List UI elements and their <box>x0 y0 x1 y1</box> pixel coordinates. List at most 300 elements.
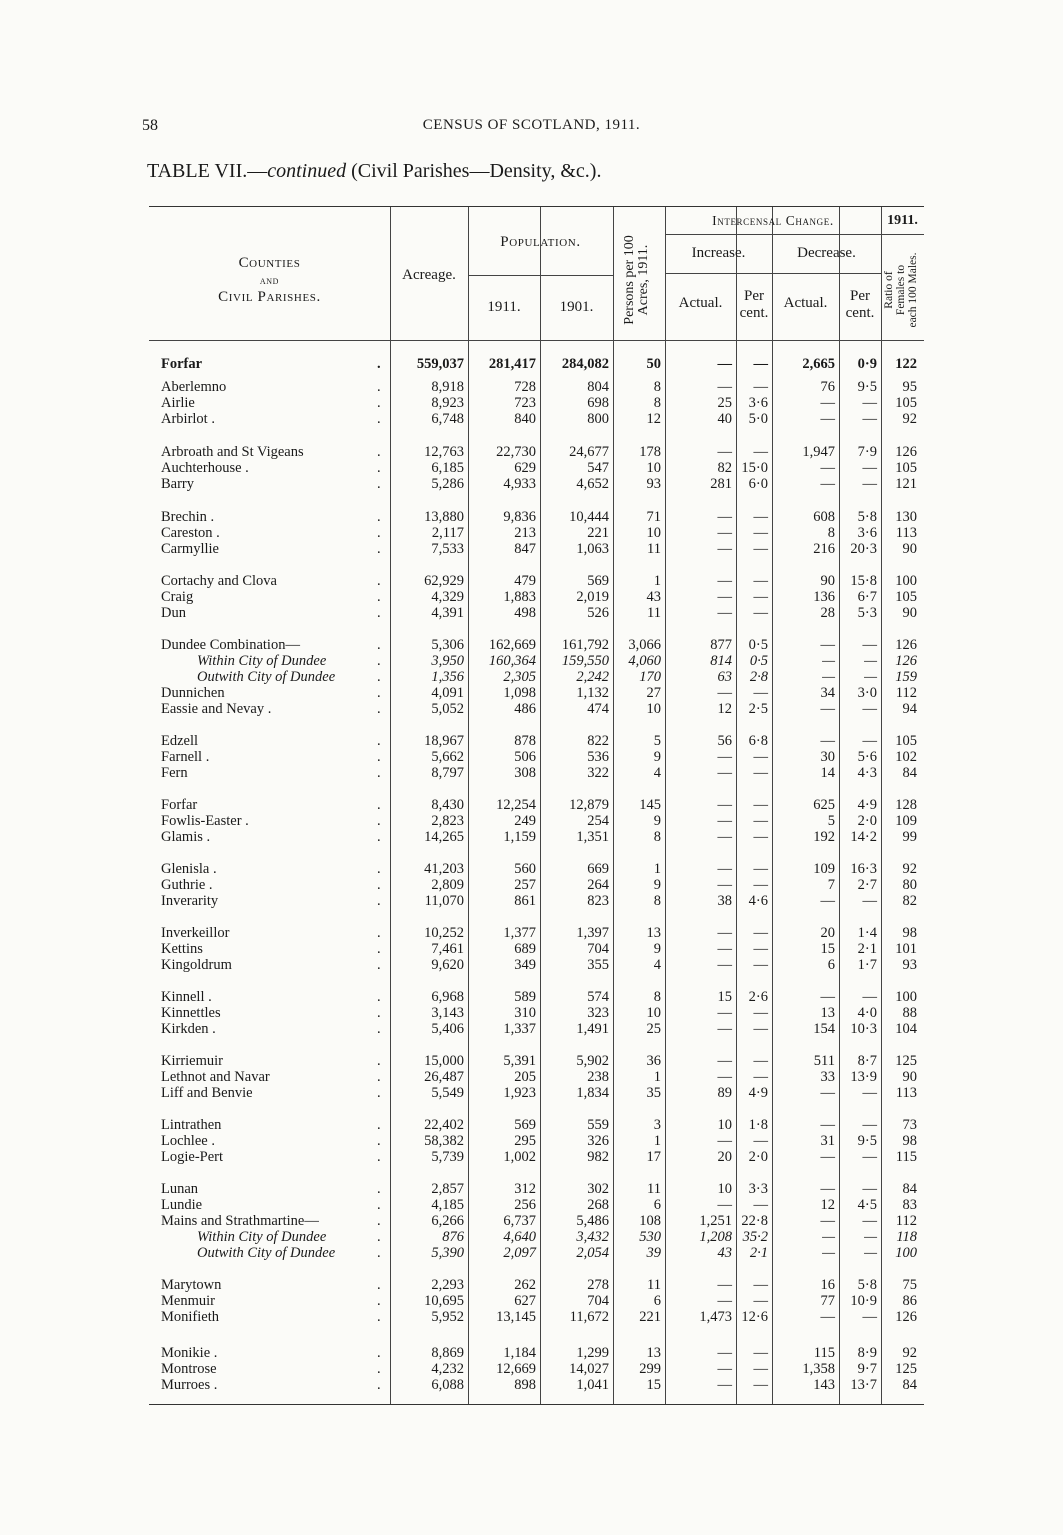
cell-acreage: 876 <box>442 1229 464 1245</box>
cell-persons: 9 <box>653 941 661 957</box>
cell-ratio: 105 <box>895 395 917 411</box>
cell-inc-pct: 15·0 <box>741 460 768 476</box>
cell-dec-pct: 4·3 <box>857 765 877 781</box>
cell-dec-actual: 7 <box>827 877 835 893</box>
cell-p1901: 14,027 <box>569 1361 609 1377</box>
parish-name: Auchterhouse . <box>161 460 249 476</box>
cell-inc-actual: 89 <box>717 1085 732 1101</box>
cell-acreage: 6,088 <box>431 1377 464 1393</box>
parish-name: Barry <box>161 476 195 492</box>
cell-dec-actual: 16 <box>820 1277 835 1293</box>
cell-acreage: 22,402 <box>424 1117 464 1133</box>
parish-name: Kinnettles <box>161 1005 221 1021</box>
parish-name: Forfar <box>161 356 203 372</box>
cell-acreage: 5,306 <box>431 637 464 653</box>
cell-persons: 27 <box>646 685 661 701</box>
parish-name: Forfar <box>161 797 198 813</box>
header-ratio-females: Ratio of Females to each 100 Males. <box>883 252 919 328</box>
cell-p1901: 2,242 <box>576 669 609 685</box>
cell-ratio: 92 <box>902 1345 917 1361</box>
cell-dec-pct: — <box>864 669 877 685</box>
cell-ratio: 99 <box>902 829 917 845</box>
parish-name: Dundee Combination— <box>161 637 300 653</box>
cell-p1901: 1,063 <box>576 541 609 557</box>
cell-inc-pct: 22·8 <box>741 1213 768 1229</box>
cell-dec-pct: 1·7 <box>857 957 877 973</box>
cell-inc-pct: — <box>753 1005 768 1021</box>
cell-inc-actual: 10 <box>717 1117 732 1133</box>
cell-dec-actual: 5 <box>827 813 835 829</box>
cell-p1901: 526 <box>587 605 609 621</box>
cell-acreage: 2,857 <box>431 1181 464 1197</box>
cell-p1911: 1,883 <box>503 589 536 605</box>
cell-persons: 71 <box>646 509 661 525</box>
cell-p1911: 13,145 <box>496 1309 536 1325</box>
cell-acreage: 4,185 <box>431 1197 464 1213</box>
parish-name: Menmuir <box>161 1293 215 1309</box>
table-row: Carmyllie . 7,533 847 1,063 11 — — 216 20·3 90 <box>161 541 917 557</box>
cell-p1911: 1,002 <box>503 1149 536 1165</box>
cell-acreage: 5,662 <box>431 749 464 765</box>
table-row: Forfar . 8,430 12,254 12,879 145 — — 625 4·9 128 <box>161 797 917 813</box>
cell-inc-actual: — <box>717 1197 732 1213</box>
cell-dec-pct: — <box>862 1309 877 1325</box>
cell-inc-pct: — <box>753 589 768 605</box>
cell-p1901: 11,672 <box>569 1309 609 1325</box>
cell-p1911: 2,305 <box>503 669 536 685</box>
cell-persons: 13 <box>646 925 661 941</box>
cell-persons: 9 <box>653 813 661 829</box>
cell-dec-pct: 13·9 <box>850 1069 877 1085</box>
parish-name: Outwith City of Dundee <box>197 669 336 685</box>
cell-p1911: 569 <box>514 1117 536 1133</box>
cell-p1901: 569 <box>587 573 609 589</box>
cell-dec-pct: — <box>862 1117 877 1133</box>
cell-persons: 1 <box>653 861 661 877</box>
cell-persons: 8 <box>653 893 661 909</box>
cell-dec-actual: — <box>820 460 835 476</box>
parish-name: Inverarity <box>161 893 219 909</box>
cell-inc-pct: — <box>753 925 768 941</box>
cell-p1911: 498 <box>514 605 536 621</box>
cell-inc-pct: — <box>753 1345 768 1361</box>
cell-persons: 9 <box>653 749 661 765</box>
cell-persons: 10 <box>646 701 661 717</box>
cell-inc-pct: — <box>753 941 768 957</box>
cell-acreage: 7,461 <box>431 941 464 957</box>
cell-inc-pct: — <box>753 379 768 395</box>
cell-ratio: 90 <box>902 605 917 621</box>
cell-p1901: 159,550 <box>561 653 609 669</box>
table-row: Glenisla . . 41,203 560 669 1 — — 109 16·3 92 <box>161 861 917 877</box>
cell-p1901: 5,902 <box>576 1053 609 1069</box>
cell-acreage: 9,620 <box>431 957 464 973</box>
parish-name: Careston . <box>161 525 220 541</box>
table-row: Arbroath and St Vigeans . 12,763 22,730 24,677 178 — — 1,947 7·9 126 <box>161 444 917 460</box>
cell-inc-pct: 3·6 <box>748 395 768 411</box>
cell-dec-actual: 15 <box>820 941 835 957</box>
cell-persons: 15 <box>646 1377 661 1393</box>
cell-ratio: 112 <box>895 1213 917 1229</box>
cell-inc-actual: — <box>717 765 732 781</box>
header-pop-1901: 1901. <box>559 299 594 315</box>
title-suffix: (Civil Parishes—Density, &c.). <box>346 160 602 182</box>
parish-name: Monifieth <box>161 1309 219 1325</box>
cell-dec-actual: — <box>820 733 835 749</box>
header-acreage: Acreage. <box>402 267 456 283</box>
cell-dec-actual: 90 <box>820 573 835 589</box>
cell-p1901: 704 <box>587 941 609 957</box>
cell-dec-actual: — <box>820 476 835 492</box>
cell-inc-pct: — <box>753 1021 768 1037</box>
cell-ratio: 105 <box>895 733 917 749</box>
cell-p1901: 1,041 <box>576 1377 609 1393</box>
table-row: Outwith City of Dundee . 5,390 2,097 2,054 39 43 2·1 — — 100 <box>197 1245 917 1261</box>
cell-acreage: 10,695 <box>424 1293 464 1309</box>
cell-dec-actual: 34 <box>820 685 835 701</box>
parish-name: Craig <box>161 589 194 605</box>
cell-p1901: 1,397 <box>576 925 609 941</box>
cell-dec-actual: — <box>820 893 835 909</box>
table-row: Kettins . 7,461 689 704 9 — — 15 2·1 101 <box>161 941 917 957</box>
parish-name: Kettins <box>161 941 203 957</box>
cell-acreage: 12,763 <box>424 444 464 460</box>
cell-p1911: 1,923 <box>503 1085 536 1101</box>
cell-acreage: 26,487 <box>424 1069 464 1085</box>
cell-inc-actual: 877 <box>710 637 732 653</box>
cell-acreage: 5,549 <box>431 1085 464 1101</box>
cell-p1901: 536 <box>587 749 609 765</box>
parish-name: Inverkeillor <box>161 925 230 941</box>
cell-acreage: 559,037 <box>416 356 464 372</box>
table-row: Craig . 4,329 1,883 2,019 43 — — 136 6·7 105 <box>161 589 917 605</box>
header-increase-actual: Actual. <box>678 295 723 311</box>
parish-name: Logie-Pert <box>161 1149 224 1165</box>
cell-acreage: 18,967 <box>424 733 464 749</box>
table-row: Mains and Strathmartine— . 6,266 6,737 5,486 108 1,251 22·8 — — 112 <box>161 1213 917 1229</box>
cell-p1901: 804 <box>587 379 609 395</box>
cell-inc-actual: — <box>717 749 732 765</box>
cell-p1911: 1,184 <box>503 1345 536 1361</box>
cell-acreage: 5,406 <box>431 1021 464 1037</box>
cell-persons: 13 <box>646 1345 661 1361</box>
cell-dec-pct: 5·8 <box>857 1277 877 1293</box>
table-title <box>147 160 601 183</box>
page-number: 58 <box>142 117 158 134</box>
cell-inc-actual: — <box>717 1053 732 1069</box>
cell-p1901: 2,054 <box>576 1245 609 1261</box>
parish-name: Lethnot and Navar <box>161 1069 270 1085</box>
parish-name: Lintrathen <box>161 1117 222 1133</box>
cell-dec-pct: 5·3 <box>857 605 877 621</box>
cell-inc-pct: — <box>753 1377 768 1393</box>
cell-inc-pct: 0·5 <box>748 637 768 653</box>
cell-dec-actual: 625 <box>813 797 835 813</box>
cell-ratio: 125 <box>895 1053 917 1069</box>
parish-name: Within City of Dundee <box>197 653 327 669</box>
cell-p1901: 3,432 <box>576 1229 609 1245</box>
cell-dec-actual: 31 <box>820 1133 835 1149</box>
cell-dec-pct: 15·8 <box>850 573 877 589</box>
cell-p1911: 257 <box>514 877 536 893</box>
cell-dec-actual: 77 <box>820 1293 835 1309</box>
cell-p1901: 1,299 <box>576 1345 609 1361</box>
cell-dec-actual: 20 <box>820 925 835 941</box>
cell-p1911: 213 <box>514 525 536 541</box>
cell-p1901: 574 <box>587 989 609 1005</box>
table-row: Forfar . 559,037 281,417 284,082 50 — — 2,665 0·9 122 <box>161 356 917 372</box>
cell-dec-actual: — <box>820 1213 835 1229</box>
cell-inc-pct: — <box>753 1293 768 1309</box>
cell-dec-pct: — <box>862 701 877 717</box>
cell-dec-pct: 5·6 <box>857 749 877 765</box>
running-head: CENSUS OF SCOTLAND, 1911. <box>422 117 641 133</box>
cell-dec-actual: 13 <box>820 1005 835 1021</box>
cell-acreage: 2,293 <box>431 1277 464 1293</box>
table-row: Kirkden . . 5,406 1,337 1,491 25 — — 154 10·3 104 <box>161 1021 917 1037</box>
cell-inc-pct: — <box>753 957 768 973</box>
cell-acreage: 11,070 <box>424 893 464 909</box>
cell-persons: 93 <box>646 476 661 492</box>
cell-inc-actual: 56 <box>717 733 732 749</box>
cell-acreage: 6,748 <box>431 411 464 427</box>
parish-name: Monikie . <box>161 1345 218 1361</box>
table-row: Montrose . 4,232 12,669 14,027 299 — — 1,358 9·7 125 <box>161 1361 917 1377</box>
cell-p1911: 295 <box>514 1133 536 1149</box>
cell-p1911: 5,391 <box>503 1053 536 1069</box>
cell-inc-actual: — <box>717 356 732 372</box>
cell-persons: 145 <box>639 797 661 813</box>
cell-ratio: 118 <box>896 1229 917 1245</box>
census-table <box>149 206 924 1405</box>
parish-name: Lunan <box>161 1181 199 1197</box>
cell-dec-pct: — <box>864 653 877 669</box>
cell-p1911: 6,737 <box>503 1213 536 1229</box>
cell-dec-actual: 109 <box>813 861 835 877</box>
cell-p1901: 1,491 <box>576 1021 609 1037</box>
header-persons-per-100-acres: Persons per 100 Acres, 1911. <box>622 235 651 325</box>
table-row: Auchterhouse . . 6,185 629 547 10 82 15·0 — — 105 <box>161 460 917 476</box>
cell-inc-pct: — <box>753 749 768 765</box>
cell-dec-actual: — <box>822 1245 835 1261</box>
parish-name: Lochlee . <box>161 1133 215 1149</box>
cell-inc-actual: — <box>717 1377 732 1393</box>
cell-persons: 11 <box>647 1277 661 1293</box>
cell-inc-actual: — <box>717 797 732 813</box>
table-row: Fern . 8,797 308 322 4 — — 14 4·3 84 <box>161 765 917 781</box>
cell-p1911: 1,377 <box>503 925 536 941</box>
cell-inc-actual: — <box>717 1293 732 1309</box>
cell-inc-actual: 40 <box>717 411 732 427</box>
cell-p1911: 479 <box>514 573 536 589</box>
cell-inc-pct: 2·0 <box>748 1149 768 1165</box>
cell-ratio: 90 <box>902 1069 917 1085</box>
parish-name: Guthrie . <box>161 877 213 893</box>
cell-ratio: 80 <box>902 877 917 893</box>
cell-p1911: 840 <box>514 411 536 427</box>
cell-p1901: 698 <box>587 395 609 411</box>
parish-name: Kinnell . <box>161 989 212 1005</box>
cell-inc-pct: 1·8 <box>748 1117 768 1133</box>
parish-name: Arbirlot . <box>161 411 215 427</box>
cell-ratio: 100 <box>895 1245 917 1261</box>
cell-persons: 4 <box>653 957 661 973</box>
cell-inc-actual: 10 <box>717 1181 732 1197</box>
cell-dec-actual: — <box>820 1181 835 1197</box>
cell-p1911: 308 <box>514 765 536 781</box>
cell-p1901: 669 <box>587 861 609 877</box>
table-row: Within City of Dundee . 876 4,640 3,432 530 1,208 35·2 — — 118 <box>197 1229 917 1245</box>
cell-ratio: 83 <box>902 1197 917 1213</box>
cell-p1901: 221 <box>587 525 609 541</box>
cell-acreage: 8,430 <box>431 797 464 813</box>
cell-persons: 8 <box>653 829 661 845</box>
cell-dec-pct: 2·1 <box>857 941 877 957</box>
cell-dec-pct: 3·0 <box>857 685 877 701</box>
cell-persons: 50 <box>646 356 661 372</box>
cell-persons: 299 <box>639 1361 661 1377</box>
cell-p1901: 823 <box>587 893 609 909</box>
cell-p1901: 238 <box>587 1069 609 1085</box>
cell-inc-actual: 1,251 <box>699 1213 732 1229</box>
table-row: Liff and Benvie . 5,549 1,923 1,834 35 89 4·9 — — 113 <box>161 1085 917 1101</box>
table-row: Kinnell . . 6,968 589 574 8 15 2·6 — — 100 <box>161 989 917 1005</box>
cell-ratio: 112 <box>895 685 917 701</box>
cell-inc-actual: 63 <box>717 669 732 685</box>
cell-ratio: 101 <box>895 941 917 957</box>
cell-p1901: 704 <box>587 1293 609 1309</box>
cell-persons: 43 <box>646 589 661 605</box>
header-increase: Increase. <box>691 245 746 261</box>
cell-acreage: 4,091 <box>431 685 464 701</box>
cell-persons: 8 <box>653 395 661 411</box>
cell-inc-pct: — <box>753 1053 768 1069</box>
cell-p1901: 302 <box>587 1181 609 1197</box>
cell-dec-actual: — <box>820 411 835 427</box>
cell-ratio: 84 <box>902 765 917 781</box>
cell-inc-actual: — <box>717 1021 732 1037</box>
cell-dec-pct: — <box>862 1149 877 1165</box>
cell-dec-pct: 0·9 <box>857 356 877 372</box>
cell-acreage: 2,117 <box>431 525 464 541</box>
table-row: Airlie . 8,923 723 698 8 25 3·6 — — 105 <box>161 395 917 411</box>
cell-p1911: 12,254 <box>496 797 536 813</box>
parish-name: Aberlemno <box>161 379 227 395</box>
table-row: Glamis . . 14,265 1,159 1,351 8 — — 192 14·2 99 <box>161 829 917 845</box>
cell-ratio: 126 <box>895 1309 917 1325</box>
cell-ratio: 95 <box>902 379 917 395</box>
cell-ratio: 126 <box>895 653 917 669</box>
cell-dec-actual: 1,947 <box>802 444 835 460</box>
cell-ratio: 159 <box>895 669 917 685</box>
cell-dec-pct: — <box>862 460 877 476</box>
cell-inc-pct: — <box>753 797 768 813</box>
cell-inc-pct: 35·2 <box>742 1229 768 1245</box>
cell-acreage: 41,203 <box>424 861 464 877</box>
cell-p1901: 822 <box>587 733 609 749</box>
cell-ratio: 128 <box>895 797 917 813</box>
cell-p1911: 160,364 <box>488 653 536 669</box>
cell-inc-actual: — <box>717 509 732 525</box>
cell-inc-actual: — <box>717 444 732 460</box>
parish-name: Marytown <box>161 1277 222 1293</box>
cell-inc-actual: 20 <box>717 1149 732 1165</box>
cell-p1901: 1,834 <box>576 1085 609 1101</box>
cell-acreage: 4,329 <box>431 589 464 605</box>
cell-dec-pct: — <box>864 1229 877 1245</box>
cell-dec-pct: 4·0 <box>857 1005 877 1021</box>
parish-name: Carmyllie <box>161 541 219 557</box>
cell-p1911: 22,730 <box>496 444 536 460</box>
cell-dec-pct: — <box>862 637 877 653</box>
cell-p1901: 1,351 <box>576 829 609 845</box>
cell-acreage: 7,533 <box>431 541 464 557</box>
cell-acreage: 5,286 <box>431 476 464 492</box>
cell-dec-actual: — <box>820 1309 835 1325</box>
cell-p1911: 249 <box>514 813 536 829</box>
cell-inc-actual: — <box>717 379 732 395</box>
cell-ratio: 113 <box>895 1085 917 1101</box>
cell-p1901: 4,652 <box>576 476 609 492</box>
cell-p1911: 4,640 <box>503 1229 536 1245</box>
cell-dec-pct: — <box>862 893 877 909</box>
parish-name: Dunnichen <box>161 685 225 701</box>
cell-p1901: 264 <box>587 877 609 893</box>
table-row: Eassie and Nevay . . 5,052 486 474 10 12 2·5 — — 94 <box>161 701 917 717</box>
table-row: Lundie . 4,185 256 268 6 — — 12 4·5 83 <box>161 1197 917 1213</box>
table-row: Monifieth . 5,952 13,145 11,672 221 1,473 12·6 — — 126 <box>161 1309 917 1325</box>
cell-inc-pct: 2·8 <box>749 669 768 685</box>
cell-ratio: 75 <box>902 1277 917 1293</box>
cell-inc-actual: — <box>717 1277 732 1293</box>
cell-dec-pct: 6·7 <box>857 589 877 605</box>
cell-persons: 221 <box>639 1309 661 1325</box>
cell-ratio: 100 <box>895 573 917 589</box>
cell-ratio: 126 <box>895 637 917 653</box>
cell-ratio: 126 <box>895 444 917 460</box>
cell-inc-pct: — <box>753 356 768 372</box>
cell-inc-actual: — <box>717 541 732 557</box>
cell-dec-actual: — <box>820 1117 835 1133</box>
cell-inc-actual: — <box>717 1133 732 1149</box>
cell-dec-pct: 4·5 <box>857 1197 877 1213</box>
cell-p1911: 281,417 <box>488 356 536 372</box>
cell-inc-actual: 814 <box>710 653 732 669</box>
cell-p1901: 800 <box>587 411 609 427</box>
parish-name: Eassie and Nevay . <box>161 701 272 717</box>
cell-inc-pct: — <box>753 444 768 460</box>
cell-inc-actual: 281 <box>710 476 732 492</box>
cell-p1901: 284,082 <box>561 356 609 372</box>
cell-inc-pct: — <box>753 1197 768 1213</box>
cell-inc-pct: — <box>753 605 768 621</box>
cell-inc-pct: — <box>753 813 768 829</box>
cell-inc-actual: — <box>717 813 732 829</box>
cell-ratio: 100 <box>895 989 917 1005</box>
cell-dec-actual: — <box>820 637 835 653</box>
cell-inc-pct: 2·5 <box>748 701 768 717</box>
cell-p1901: 326 <box>587 1133 609 1149</box>
cell-dec-actual: — <box>822 669 835 685</box>
cell-inc-pct: 2·6 <box>748 989 768 1005</box>
table-row: Dun . 4,391 498 526 11 — — 28 5·3 90 <box>161 605 917 621</box>
cell-dec-actual: 2,665 <box>802 356 835 372</box>
cell-p1911: 728 <box>514 379 536 395</box>
table-row: Menmuir . 10,695 627 704 6 — — 77 10·9 86 <box>161 1293 917 1309</box>
cell-inc-pct: — <box>753 877 768 893</box>
cell-acreage: 8,923 <box>431 395 464 411</box>
table-row: Outwith City of Dundee . 1,356 2,305 2,242 170 63 2·8 — — 159 <box>197 669 917 685</box>
